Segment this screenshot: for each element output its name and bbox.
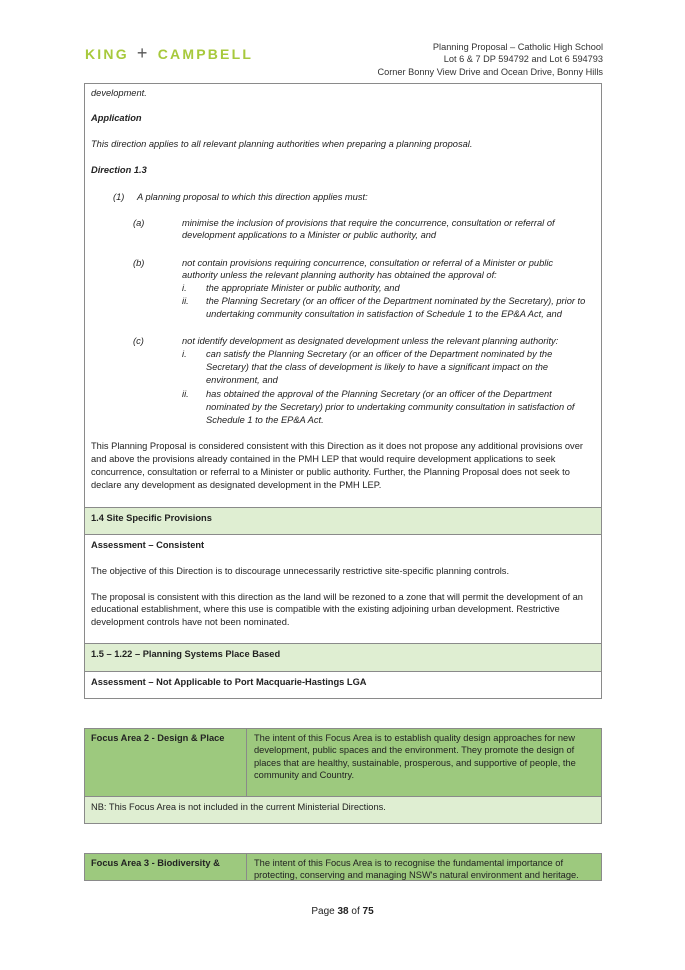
section-1-4-heading-row [85, 507, 601, 534]
focus-area-3-intent-line1: The intent of this Focus Area is to recognise the fundamental importance of [254, 858, 564, 868]
clause-b-ii-line2: undertaking community consultation in satisfaction of Schedule 1 to the EP&A Act, and [206, 309, 562, 319]
header-title: Planning Proposal – Catholic High School [432, 42, 603, 52]
focus-area-3-intent [247, 854, 601, 880]
focus-area-3-intent-line2: protecting, conserving and managing NSW's natural environment and heritage. [254, 870, 579, 881]
section-1-4-para-line1: The proposal is consistent with this direction as the land will be rezoned to a zone that will permit the development of an [91, 591, 583, 602]
logo-campbell: CAMPBELL [157, 46, 254, 62]
clause-c-line1: not identify development as designated development unless the relevant planning authority: [182, 336, 559, 346]
focus-area-2-intent-line3: places that are healthy, sustainable, prosperous, and supportive of people, the [254, 757, 576, 768]
section-1-4-objective: The objective of this Direction is to discourage unnecessarily restrictive site-specific planning controls. [91, 566, 510, 577]
clause-c-label: (c) [133, 336, 144, 346]
clause-c-i-line2: Secretary) that the class of development is likely to have a significant impact on the [206, 362, 549, 372]
conclusion-line1: This Planning Proposal is considered consistent with this Direction as it does not propose any additional provisions over [91, 441, 583, 451]
focus-area-2-label: Focus Area 2 - Design & Place [85, 729, 247, 796]
focus-area-2-intent [247, 729, 601, 796]
focus-area-2-table [84, 728, 602, 824]
logo-plus: + [136, 43, 150, 63]
focus-area-2-note: NB: This Focus Area is not included in the current Ministerial Directions. [91, 802, 386, 812]
page-number: 38 [337, 906, 349, 917]
section-1-4-title: 1.4 Site Specific Provisions [91, 513, 212, 523]
section-1-4-para-line2: educational establishment, where this use is compatible with the existing adjoining urban development. Restrictive [91, 604, 560, 615]
clause-b-line2: authority unless the relevant planning authority has obtained the approval of: [182, 270, 497, 280]
section-1-4-assessment: Assessment – Consistent [91, 540, 205, 550]
direction-heading: Direction 1.3 [91, 165, 147, 175]
conclusion-line2: and above the provisions already contained in the PMH LEP that would require development applications to seek [91, 454, 556, 464]
continued-text: development. [91, 88, 147, 98]
section-1-5-assessment: Assessment – Not Applicable to Port Macquarie-Hastings LGA [91, 677, 367, 687]
clause-b-label: (b) [133, 258, 145, 268]
focus-area-2-intent-line4: community and Country. [254, 770, 355, 781]
clause-c-ii-line2: nominated by the Secretary) prior to undertaking community consultation in satisfaction of [206, 402, 575, 412]
clause-1-text: A planning proposal to which this direction applies must: [137, 192, 368, 202]
focus-area-2-intent-line1: The intent of this Focus Area is to establish quality design approaches for new [254, 733, 575, 743]
clause-c-ii-line3: Schedule 1 to the EP&A Act. [206, 415, 324, 425]
header-address: Corner Bonny View Drive and Ocean Drive, Bonny Hills [377, 66, 603, 77]
section-1-5-title: 1.5 – 1.22 – Planning Systems Place Based [91, 649, 281, 659]
clause-c-ii-line1: has obtained the approval of the Planning Secretary (or an officer of the Department [206, 389, 552, 399]
page-prefix: Page [311, 906, 338, 917]
directions-table [84, 83, 602, 699]
section-1-4-body [85, 534, 601, 643]
section-1-5-body [85, 671, 601, 700]
clause-c-i-line3: environment, and [206, 375, 278, 385]
focus-area-2-note-row [85, 796, 601, 823]
focus-area-3-label: Focus Area 3 - Biodiversity & [85, 854, 247, 880]
page-footer [0, 906, 685, 917]
page-total: 75 [362, 906, 374, 917]
application-text: This direction applies to all relevant planning authorities when preparing a planning proposal. [91, 139, 473, 149]
clause-a-line2: development applications to a Minister or public authority, and [182, 230, 437, 240]
clause-b-i-num: i. [182, 283, 187, 293]
clause-a-label: (a) [133, 218, 145, 228]
clause-b-line1: not contain provisions requiring concurrence, consultation or referral of a Minister or public [182, 258, 554, 268]
clause-b-ii-line1: the Planning Secretary (or an officer of the Department nominated by the Secretary), prior to [206, 296, 586, 306]
clause-b-i-text: the appropriate Minister or public authority, and [206, 283, 400, 293]
clause-c-i-line1: can satisfy the Planning Secretary (or an officer of the Department nominated by the [206, 349, 553, 359]
application-heading: Application [91, 113, 142, 123]
clause-1-number: (1) [113, 192, 125, 202]
page-of: of [348, 906, 363, 917]
company-logo [85, 43, 253, 64]
clause-c-i-num: i. [182, 349, 187, 359]
conclusion-line4: declare any development as designated development in the PMH LEP. [91, 480, 382, 490]
focus-area-2-intent-line2: development, public spaces and the environment. They promote the design of [254, 745, 575, 756]
section-1-4-para-line3: development controls have not been nominated. [91, 616, 290, 627]
section-1-5-heading-row [85, 643, 601, 671]
logo-king: KING [85, 46, 129, 62]
clause-b-ii-num: ii. [182, 296, 189, 306]
conclusion-line3: concurrence, consultation or referral to a Minister or public authority. Further, the Planning Proposal does not seek to [91, 467, 570, 477]
clause-a-line1: minimise the inclusion of provisions that require the concurrence, consultation or referral of [182, 218, 555, 228]
clause-c-ii-num: ii. [182, 389, 189, 399]
focus-area-3-table [84, 853, 602, 881]
page-header [377, 41, 603, 78]
header-lots: Lot 6 & 7 DP 594792 and Lot 6 594793 [443, 54, 603, 65]
